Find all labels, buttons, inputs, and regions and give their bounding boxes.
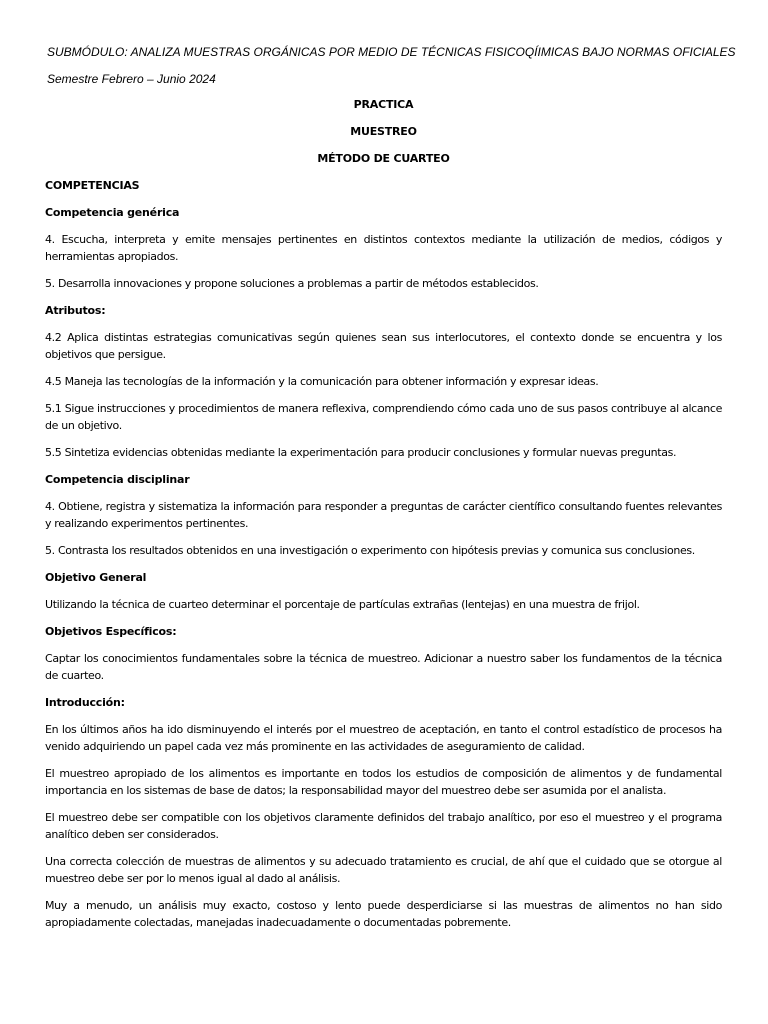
atributo-item: 5.1 Sigue instrucciones y procedimientos de manera reflexiva, comprendiendo cómo cada uno de sus pasos contribuye al alcance de un objetivo. bbox=[45, 402, 722, 432]
introduccion-paragraph: Muy a menudo, un análisis muy exacto, costoso y lento puede desperdiciarse si las muestras de alimentos no han sido apropiadamente colectadas, manejadas inadecuadamente o documentadas pobremente. bbox=[45, 899, 722, 929]
introduccion-paragraph: Una correcta colección de muestras de alimentos y su adecuado tratamiento es crucial, de ahí que el cuidado que se otorgue al muestreo debe ser por lo menos igual al dado al análisis. bbox=[45, 855, 722, 885]
objetivo-general-heading: Objetivo General bbox=[45, 571, 147, 584]
title-muestreo: MUESTREO bbox=[350, 125, 417, 138]
atributo-item: 4.2 Aplica distintas estrategias comunicativas según quienes sean sus interlocutores, el contexto donde se encuentra y los objetivos que persigue. bbox=[45, 331, 722, 361]
semester-line: Semestre Febrero – Junio 2024 bbox=[47, 72, 216, 86]
atributo-item: 4.5 Maneja las tecnologías de la información y la comunicación para obtener información y expresar ideas. bbox=[45, 375, 599, 388]
atributo-item: 5.5 Sintetiza evidencias obtenidas mediante la experimentación para producir conclusiones y formular nuevas preguntas. bbox=[45, 446, 677, 459]
competencia-disciplinar-item: 5. Contrasta los resultados obtenidos en una investigación o experimento con hipótesis previas y comunica sus conclusiones. bbox=[45, 544, 695, 557]
title-metodo: MÉTODO DE CUARTEO bbox=[317, 152, 450, 165]
atributos-heading: Atributos: bbox=[45, 304, 106, 317]
document-body bbox=[45, 96, 722, 941]
objetivos-especificos-text: Captar los conocimientos fundamentales sobre la técnica de muestreo. Adicionar a nuestro saber los fundamentos de la técnica de cuarteo. bbox=[45, 652, 722, 682]
introduccion-paragraph: En los últimos años ha ido disminuyendo el interés por el muestreo de aceptación, en tanto el control estadístico de procesos ha venido adquiriendo un papel cada vez más prominente en las actividades de aseguramiento de calidad. bbox=[45, 723, 722, 753]
competencias-heading: COMPETENCIAS bbox=[45, 179, 140, 192]
competencia-generica-heading: Competencia genérica bbox=[45, 206, 180, 219]
objetivos-especificos-heading: Objetivos Específicos: bbox=[45, 625, 177, 638]
competencia-disciplinar-heading: Competencia disciplinar bbox=[45, 473, 190, 486]
competencia-generica-item: 5. Desarrolla innovaciones y propone soluciones a problemas a partir de métodos establecidos. bbox=[45, 277, 539, 290]
objetivo-general-text: Utilizando la técnica de cuarteo determinar el porcentaje de partículas extrañas (lentejas) en una muestra de frijol. bbox=[45, 598, 640, 611]
introduccion-paragraph: El muestreo debe ser compatible con los objetivos claramente definidos del trabajo analítico, por eso el muestreo y el programa analítico deben ser considerados. bbox=[45, 811, 722, 841]
introduccion-paragraph: El muestreo apropiado de los alimentos es importante en todos los estudios de composición de alimentos y de fundamental importancia en los sistemas de base de datos; la responsabilidad mayor del muestreo debe ser asumida por el analista. bbox=[45, 767, 722, 797]
title-practica: PRACTICA bbox=[353, 98, 414, 111]
competencia-generica-item: 4. Escucha, interpreta y emite mensajes pertinentes en distintos contextos mediante la utilización de medios, códigos y herramientas apropiados. bbox=[45, 233, 722, 263]
submodule-header: SUBMÓDULO: ANALIZA MUESTRAS ORGÁNICAS POR MEDIO DE TÉCNICAS FISICOQÍIMICAS BAJO NORMAS OFICIALES bbox=[47, 45, 736, 59]
introduccion-heading: Introducción: bbox=[45, 696, 125, 709]
competencia-disciplinar-item: 4. Obtiene, registra y sistematiza la información para responder a preguntas de carácter científico consultando fuentes relevantes y realizando experimentos pertinentes. bbox=[45, 500, 722, 530]
